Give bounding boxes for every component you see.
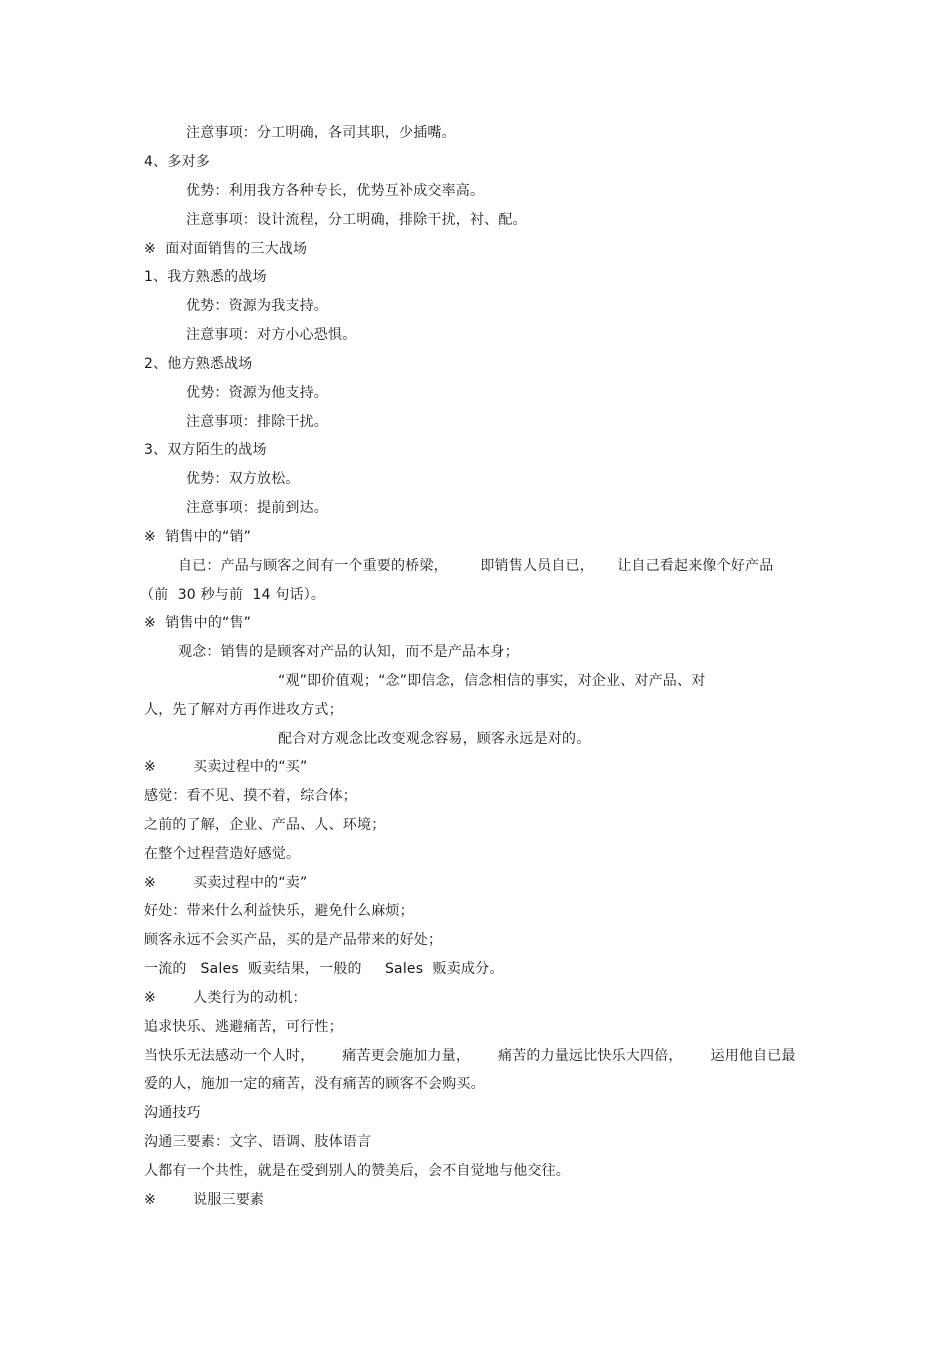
section-heading: ※ 面对面销售的三大战场 bbox=[144, 241, 308, 257]
text-line: 追求快乐、逃避痛苦，可行性； bbox=[144, 1019, 343, 1035]
section-heading: ※ 人类行为的动机： bbox=[144, 990, 307, 1006]
section-heading: ※ 买卖过程中的“买” bbox=[144, 759, 308, 775]
text-line: 优势：资源为他支持。 bbox=[186, 385, 328, 401]
section-heading: ※ 买卖过程中的“卖” bbox=[144, 875, 308, 891]
text-line: 好处：带来什么利益快乐，避免什么麻烦； bbox=[144, 903, 414, 919]
text-line: 注意事项：分工明确，各司其职，少插嘴。 bbox=[186, 125, 456, 141]
section-heading: 2、他方熟悉战场 bbox=[144, 356, 253, 372]
text-line: 感觉：看不见、摸不着，综合体； bbox=[144, 788, 357, 804]
section-heading: 3、双方陌生的战场 bbox=[144, 442, 267, 458]
text-line: 自已：产品与顾客之间有一个重要的桥梁， 即销售人员自已， 让自己看起来像个好产品 bbox=[178, 558, 774, 574]
text-line: “观”即价值观；“念”即信念，信念相信的事实，对企业、对产品、对 bbox=[278, 673, 706, 689]
section-heading: ※ 销售中的“售” bbox=[144, 615, 252, 631]
text-line: 注意事项：排除干扰。 bbox=[186, 414, 328, 430]
text-line: 优势：利用我方各种专长，优势互补成交率高。 bbox=[186, 183, 485, 199]
section-heading: 沟通技巧 bbox=[144, 1105, 201, 1121]
text-line: 优势：双方放松。 bbox=[186, 471, 300, 487]
text-line: 优势：资源为我支持。 bbox=[186, 298, 328, 314]
text-line: 人都有一个共性，就是在受到别人的赞美后，会不自觉地与他交往。 bbox=[144, 1163, 570, 1179]
text-line: 之前的了解，企业、产品、人、环境； bbox=[144, 817, 386, 833]
text-line: 观念：销售的是顾客对产品的认知，而不是产品本身； bbox=[178, 644, 519, 660]
section-heading: 1、我方熟悉的战场 bbox=[144, 269, 267, 285]
text-line: 注意事项：提前到达。 bbox=[186, 500, 328, 516]
text-line: 一流的 Sales 贩卖结果，一般的 Sales 贩卖成分。 bbox=[144, 961, 504, 977]
text-line: 注意事项：设计流程，分工明确，排除干扰，衬、配。 bbox=[186, 212, 527, 228]
text-line: 注意事项：对方小心恐惧。 bbox=[186, 327, 357, 343]
section-heading: ※ 销售中的“销” bbox=[144, 529, 252, 545]
text-line: 沟通三要素：文字、语调、肢体语言 bbox=[144, 1134, 372, 1150]
text-line: 爱的人，施加一定的痛苦，没有痛苦的顾客不会购买。 bbox=[144, 1076, 485, 1092]
text-line: 人，先了解对方再作进攻方式； bbox=[144, 702, 343, 718]
section-heading: 4、多对多 bbox=[144, 154, 210, 170]
text-line: （前 30 秒与前 14 句话）。 bbox=[140, 587, 326, 603]
text-line: 顾客永远不会买产品，买的是产品带来的好处； bbox=[144, 932, 443, 948]
text-line: 在整个过程营造好感觉。 bbox=[144, 846, 301, 862]
text-line: 配合对方观念比改变观念容易，顾客永远是对的。 bbox=[278, 731, 591, 747]
text-line: 当快乐无法感动一个人时， 痛苦更会施加力量， 痛苦的力量远比快乐大四倍， 运用他自已最 bbox=[144, 1048, 796, 1064]
section-heading: ※ 说服三要素 bbox=[144, 1192, 265, 1208]
